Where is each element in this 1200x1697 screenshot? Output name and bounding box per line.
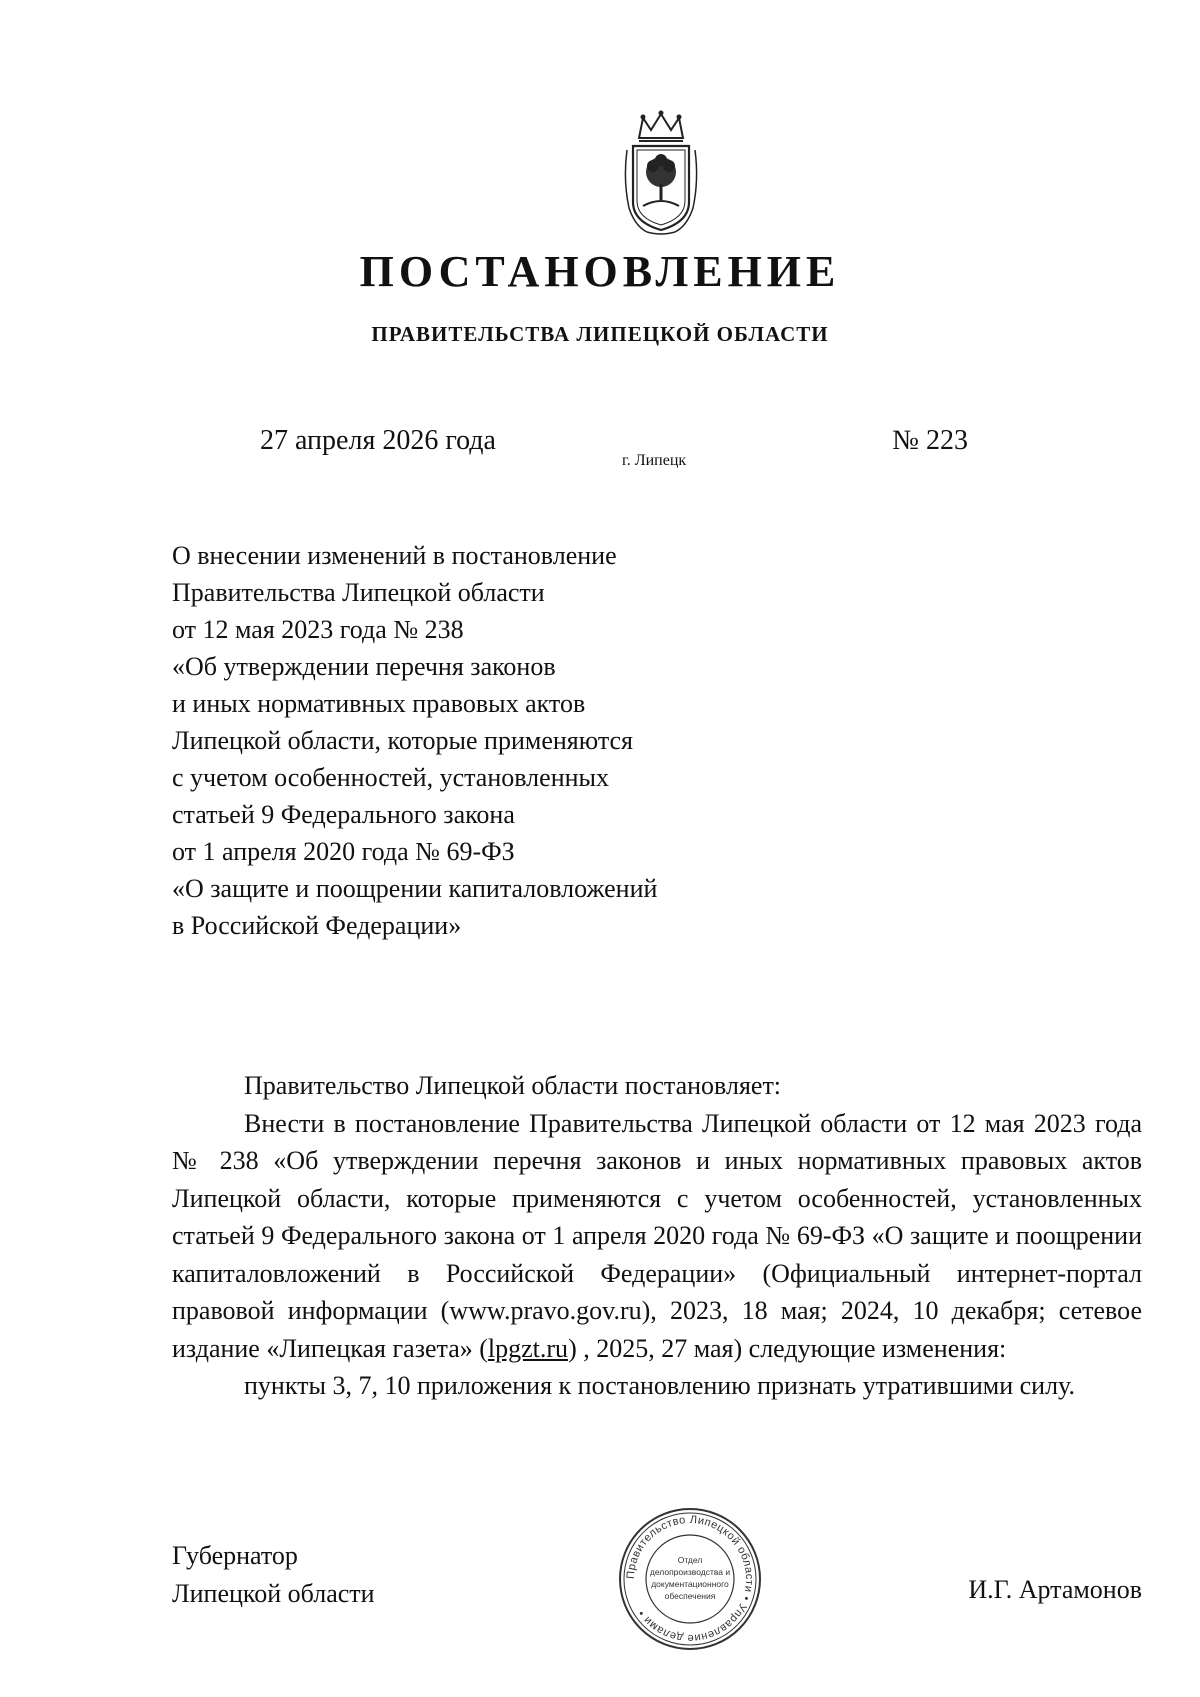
stamp-center-line: Отдел	[677, 1555, 703, 1565]
heading-line: Липецкой области, которые применяются	[172, 726, 634, 755]
lpgzt-link[interactable]: lpgzt.ru	[487, 1333, 569, 1363]
stamp-center-line: делопроизводства и	[649, 1567, 731, 1577]
document-body	[172, 1067, 1142, 1405]
main-paragraph-tail: ) , 2025, 27 мая) следующие изменения:	[568, 1333, 1007, 1363]
document-number: № 223	[892, 425, 968, 456]
stamp-ring-text: Правительство Липецкой области • Управление делами •	[624, 1513, 756, 1645]
heading-line: с учетом особенностей, установленных	[172, 763, 609, 792]
heading-line: и иных нормативных правовых актов	[172, 689, 586, 718]
coat-of-arms-icon	[617, 110, 705, 238]
official-stamp	[616, 1505, 764, 1653]
heading-line: от 12 мая 2023 года № 238	[172, 615, 464, 644]
main-paragraph-text: Внести в постановление Правительства Липецкой области от 12 мая 2023 года № 238 «Об утверждении перечня законов и иных нормативных правовых актов Липецкой области, которые применяются с учетом особенностей, установленных статьей 9 Федерального закона от 1 апреля 2020 года № 69-ФЗ «О защите и поощрении капиталовложений в Российской Федерации» (Официальный интернет-портал правовой информации (www.pravo.gov.ru), 2023, 18 мая; 2024, 10 декабря; сетевое издание «Липецкая газета» (	[172, 1108, 1142, 1363]
document-heading	[172, 537, 792, 944]
document-type-title: ПОСТАНОВЛЕНИЕ	[359, 247, 841, 296]
signatory-name: И.Г. Артамонов	[968, 1575, 1142, 1604]
heading-line: «Об утверждении перечня законов	[172, 652, 556, 681]
stamp-center-line: обеспечения	[664, 1591, 716, 1601]
heading-line: от 1 апреля 2020 года № 69-ФЗ	[172, 837, 515, 866]
heading-line: Правительства Липецкой области	[172, 578, 545, 607]
issuing-authority: ПРАВИТЕЛЬСТВА ЛИПЕЦКОЙ ОБЛАСТИ	[371, 322, 829, 346]
heading-line: статьей 9 Федерального закона	[172, 800, 515, 829]
document-city: г. Липецк	[622, 452, 687, 469]
main-paragraph	[172, 1105, 1142, 1368]
signatory-position-line: Губернатор	[172, 1541, 298, 1570]
heading-line: «О защите и поощрении капиталовложений	[172, 874, 658, 903]
intro-paragraph: Правительство Липецкой области постановляет:	[244, 1071, 782, 1100]
document-date: 27 апреля 2026 года	[260, 425, 496, 456]
item-paragraph: пункты 3, 7, 10 приложения к постановлению признать утратившими силу.	[244, 1371, 1075, 1400]
stamp-center-line: документационного	[651, 1579, 729, 1589]
signatory-position	[172, 1537, 375, 1613]
signatory-position-line: Липецкой области	[172, 1579, 375, 1608]
heading-line: в Российской Федерации»	[172, 911, 462, 940]
heading-line: О внесении изменений в постановление	[172, 541, 617, 570]
